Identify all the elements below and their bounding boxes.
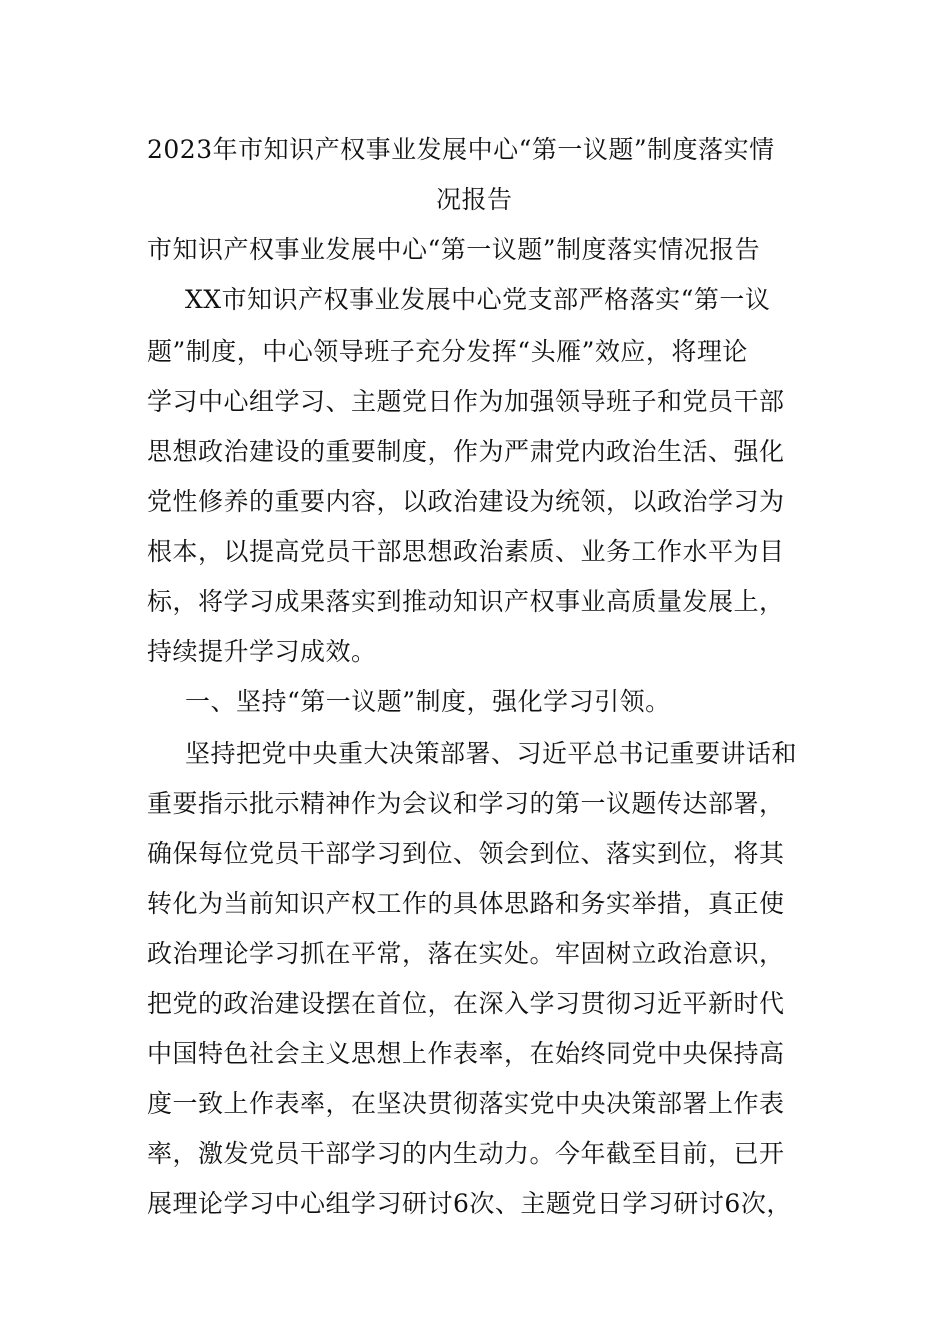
section-1-line-4: 转化为当前知识产权工作的具体思路和务实举措，真正使 <box>147 889 785 918</box>
intro-line-1: XX市知识产权事业发展中心党支部严格落实“第一议 <box>185 285 771 314</box>
subtitle: 市知识产权事业发展中心“第一议题”制度落实情况报告 <box>147 235 761 264</box>
section-1-line-2: 重要指示批示精神作为会议和学习的第一议题传达部署， <box>147 789 785 818</box>
intro-line-3: 学习中心组学习、主题党日作为加强领导班子和党员干部 <box>147 387 785 416</box>
section-1-line-6: 把党的政治建设摆在首位，在深入学习贯彻习近平新时代 <box>147 989 785 1018</box>
section-1-line-7: 中国特色社会主义思想上作表率，在始终同党中央保持高 <box>147 1039 785 1068</box>
intro-line-7: 标，将学习成果落实到推动知识产权事业高质量发展上， <box>147 587 785 616</box>
intro-line-2: 题”制度，中心领导班子充分发挥“头雁”效应，将理论 <box>147 337 748 366</box>
section-1-line-9: 率，激发党员干部学习的内生动力。今年截至目前，已开 <box>147 1139 785 1168</box>
intro-line-4: 思想政治建设的重要制度，作为严肃党内政治生活、强化 <box>147 437 785 466</box>
intro-line-5: 党性修养的重要内容，以政治建设为统领，以政治学习为 <box>147 487 785 516</box>
intro-line-8: 持续提升学习成效。 <box>147 637 377 666</box>
section-1-line-8: 度一致上作表率，在坚决贯彻落实党中央决策部署上作表 <box>147 1089 785 1118</box>
title-line-1: 2023年市知识产权事业发展中心“第一议题”制度落实情 <box>147 135 775 164</box>
section-1-heading: 一、坚持“第一议题”制度，强化学习引领。 <box>185 687 671 716</box>
title-line-2: 况报告 <box>436 185 513 214</box>
intro-line-6: 根本，以提高党员干部思想政治素质、业务工作水平为目 <box>147 537 785 566</box>
section-1-line-1: 坚持把党中央重大决策部署、习近平总书记重要讲话和 <box>185 739 798 768</box>
section-1-line-5: 政治理论学习抓在平常，落在实处。牢固树立政治意识， <box>147 939 785 968</box>
section-1-line-10: 展理论学习中心组学习研讨6次、主题党日学习研讨6次， <box>147 1189 792 1218</box>
section-1-line-3: 确保每位党员干部学习到位、领会到位、落实到位，将其 <box>147 839 785 868</box>
